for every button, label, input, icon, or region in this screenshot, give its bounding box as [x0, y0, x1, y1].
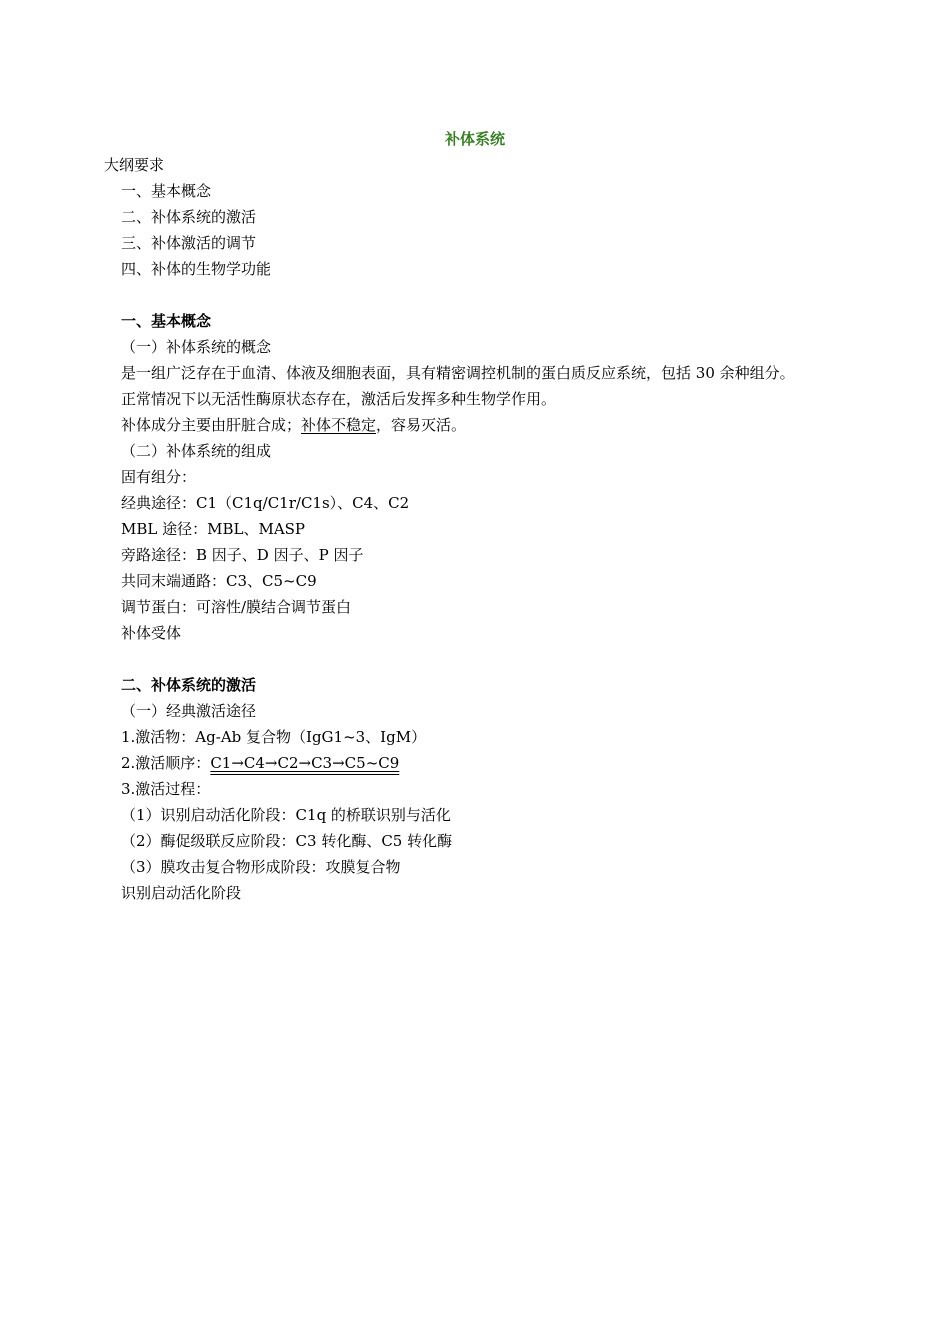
section1-line-mbl: MBL 途径：MBL、MASP — [121, 520, 306, 538]
activation-sequence: C1→C4→C2→C3→C5~C9 — [210, 754, 400, 772]
section2-heading: 二、补体系统的激活 — [121, 676, 257, 694]
section1-line-terminal: 共同末端通路：C3、C5~C9 — [121, 572, 317, 590]
section1-line-regulatory: 调节蛋白：可溶性/膜结合调节蛋白 — [121, 598, 352, 616]
section1-subheading-concept: （一）补体系统的概念 — [121, 338, 272, 356]
section2-line-process: 3.激活过程： — [121, 780, 211, 798]
section1-line-alternative: 旁路途径：B 因子、D 因子、P 因子 — [121, 546, 364, 564]
section2-line-stage-1: （1）识别启动活化阶段：C1q 的桥联识别与活化 — [121, 806, 451, 824]
outline-item-2: 二、补体系统的激活 — [121, 208, 257, 226]
section2-line-stage-2: （2）酶促级联反应阶段：C3 转化酶、C5 转化酶 — [121, 832, 453, 850]
section1-subheading-composition: （二）补体系统的组成 — [121, 442, 272, 460]
section1-paragraph-3-end: ，容易灭活。 — [376, 416, 467, 434]
section1-paragraph-3-start: 补体成分主要由肝脏合成； — [121, 416, 302, 434]
outline-item-4: 四、补体的生物学功能 — [121, 260, 272, 278]
outline-heading: 大纲要求 — [104, 156, 165, 174]
section2-line-recognition: 识别启动活化阶段 — [121, 884, 242, 902]
underlined-phrase: 补体不稳定 — [301, 416, 377, 434]
document-title: 补体系统 — [444, 130, 505, 148]
section1-line-receptor: 补体受体 — [121, 624, 182, 642]
section1-heading: 一、基本概念 — [121, 312, 212, 330]
outline-item-3: 三、补体激活的调节 — [121, 234, 257, 252]
section1-paragraph-2: 正常情况下以无活性酶原状态存在，激活后发挥多种生物学作用。 — [121, 390, 557, 408]
section1-line-classical: 经典途径：C1（C1q/C1r/C1s）、C4、C2 — [121, 494, 410, 512]
section2-line-stage-3: （3）膜攻击复合物形成阶段：攻膜复合物 — [121, 858, 401, 876]
section1-paragraph-1: 是一组广泛存在于血清、体液及细胞表面，具有精密调控机制的蛋白质反应系统，包括 30 余种组分。 — [121, 364, 795, 382]
section2-line-activator: 1.激活物：Ag-Ab 复合物（IgG1~3、IgM） — [121, 728, 427, 746]
section2-subheading-classical: （一）经典激活途径 — [121, 702, 257, 720]
section1-paragraph-3 — [121, 414, 466, 436]
section1-line-intrinsic: 固有组分： — [121, 468, 197, 486]
section2-line-sequence-label: 2.激活顺序： — [121, 754, 211, 772]
section2-line-sequence — [121, 752, 399, 774]
outline-item-1: 一、基本概念 — [121, 182, 212, 200]
